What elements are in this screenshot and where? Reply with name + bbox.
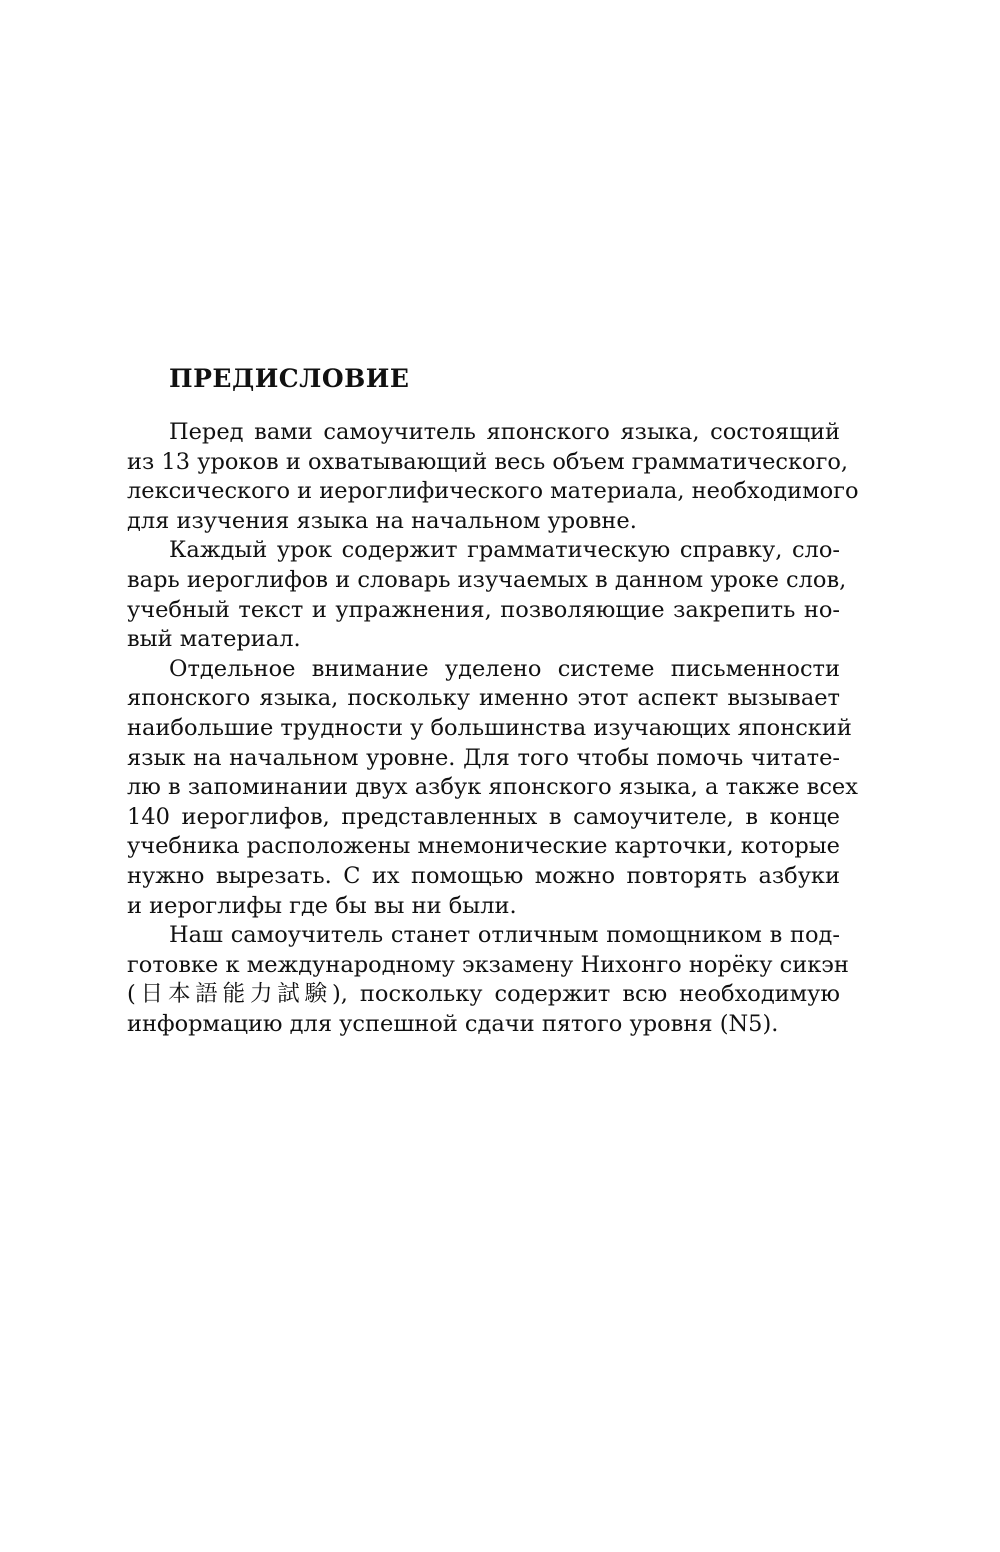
text-line: лю в запоминании двух азбук японского языка, а также всех	[127, 774, 858, 801]
text-line: Каждый урок содержит грамматическую справку, сло-	[169, 537, 840, 564]
text-line: наибольшие трудности у большинства изучающих японский	[127, 714, 852, 741]
text-line: Отдельное внимание уделено системе письменности	[169, 655, 840, 682]
paragraph-3	[127, 655, 858, 921]
text-line: информацию для успешной сдачи пятого уровня (N5).	[127, 1010, 779, 1037]
text-line: для изучения языка на начальном уровне.	[127, 507, 637, 534]
text-line: Наш самоучитель станет отличным помощником в под-	[169, 922, 840, 949]
text-line: японского языка, поскольку именно этот аспект вызывает	[127, 685, 840, 712]
text-line: язык на начальном уровне. Для того чтобы помочь читате-	[127, 744, 840, 771]
paragraph-4	[127, 921, 849, 1039]
text-line: 140 иероглифов, представленных в самоучителе, в конце	[127, 803, 840, 830]
text-line: (日本語能力試験), поскольку содержит всю необходимую	[127, 981, 840, 1008]
text-line: из 13 уроков и охватывающий весь объем грамматического,	[127, 448, 849, 475]
text-line: учебный текст и упражнения, позволяющие закрепить но-	[127, 596, 840, 623]
text-line: готовке к международному экзамену Нихонго норёку сикэн	[127, 951, 849, 978]
text-line: лексического и иероглифического материала, необходимого	[127, 478, 859, 505]
paragraph-1	[127, 418, 859, 536]
text-line: учебника расположены мнемонические карточки, которые	[127, 833, 840, 860]
text-line: варь иероглифов и словарь изучаемых в данном уроке слов,	[127, 566, 847, 593]
page-title: ПРЕДИСЛОВИЕ	[169, 364, 410, 393]
paragraph-2	[127, 536, 847, 654]
text-line: Перед вами самоучитель японского языка, состоящий	[169, 419, 840, 445]
preface-section	[127, 362, 859, 1039]
text-line: и иероглифы где бы вы ни были.	[127, 892, 517, 919]
text-line: вый материал.	[127, 626, 301, 653]
text-line: нужно вырезать. С их помощью можно повторять азбуки	[127, 862, 840, 889]
